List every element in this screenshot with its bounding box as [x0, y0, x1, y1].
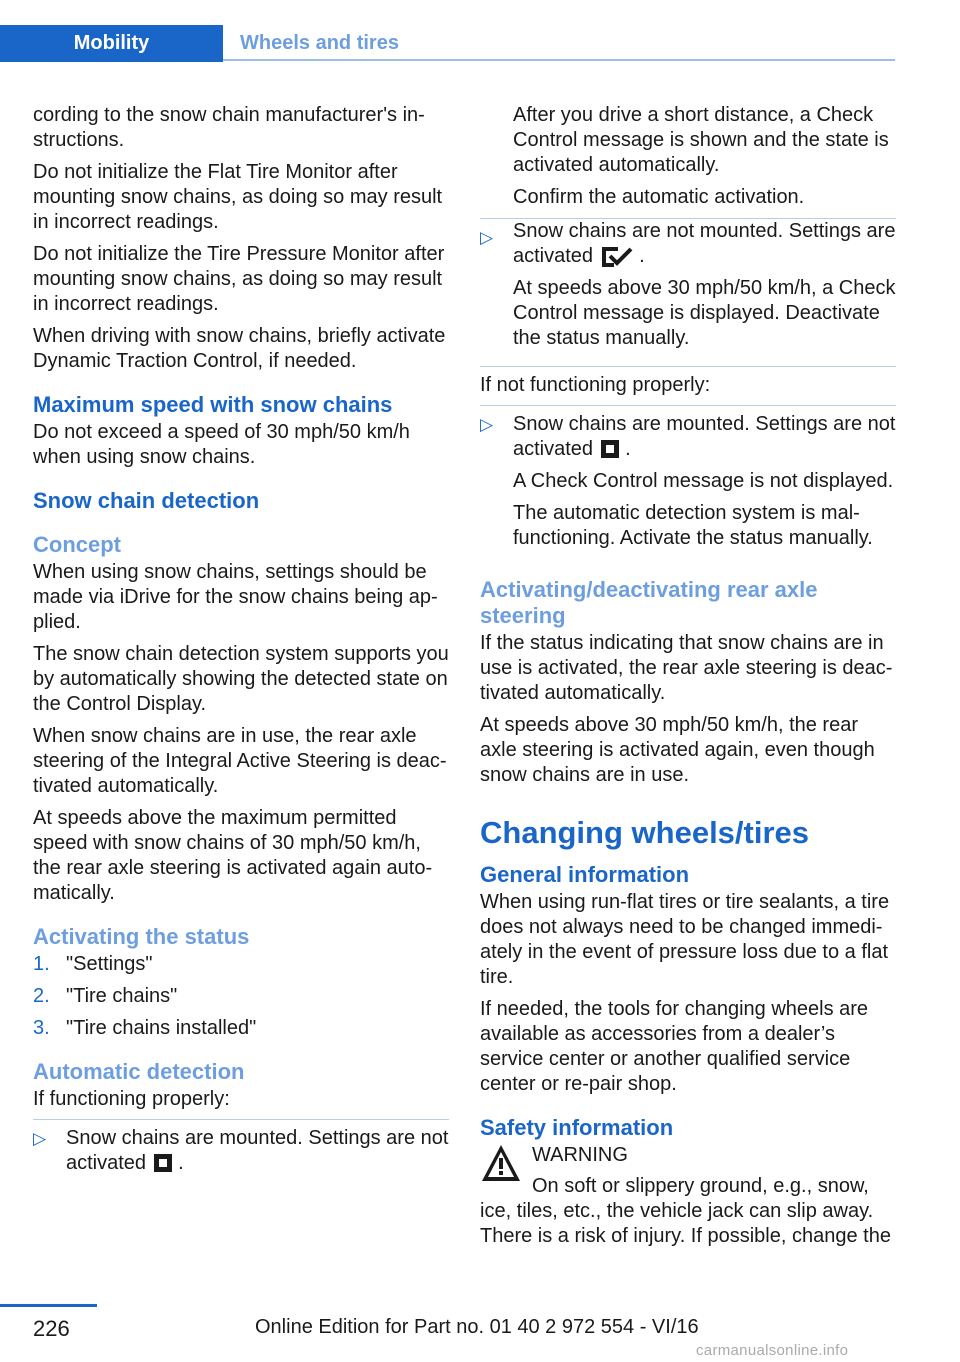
paragraph: The automatic detection system is mal-functioning. Activate the status manually.: [513, 502, 873, 549]
footer-edition: Online Edition for Part no. 01 40 2 972 554 - VI/16: [255, 1316, 699, 1338]
warning-block: [480, 1143, 896, 1249]
left-column: [33, 103, 449, 1191]
heading-changing-wheels: Changing wheels/tires: [480, 815, 810, 850]
bullet-triangle-icon: ▷: [480, 228, 494, 247]
page-header: [0, 25, 895, 62]
heading-activating-status: Activating the status: [33, 924, 250, 949]
paragraph: cording to the snow chain manufacturer's in-structions.: [33, 104, 425, 151]
paragraph: If functioning properly:: [33, 1088, 230, 1110]
heading-automatic-detection: Automatic detection: [33, 1059, 245, 1084]
page-number: 226: [33, 1316, 70, 1341]
bullet-list: [480, 405, 896, 559]
bullet-text-end: .: [625, 438, 631, 460]
watermark: carmanualsonline.info: [696, 1342, 849, 1359]
step-text: "Tire chains": [66, 985, 178, 1007]
bullet-text-end: .: [178, 1152, 184, 1174]
check-icon: [601, 246, 633, 268]
list-item: [33, 1016, 449, 1041]
section-tab-wheels-and-tires: Wheels and tires: [240, 32, 399, 54]
list-item: [33, 1120, 449, 1184]
list-item: [33, 984, 449, 1009]
right-column: [480, 103, 896, 1249]
paragraph: Confirm the automatic activation.: [513, 186, 805, 208]
bullet-list: [33, 1119, 449, 1184]
list-item: [480, 406, 896, 559]
paragraph: After you drive a short distance, a Check Control message is shown and the state is activated automatically.: [513, 104, 889, 176]
section-tab-mobility: Mobility: [0, 25, 223, 62]
bullet-triangle-icon: ▷: [33, 1129, 47, 1148]
step-text: "Tire chains installed": [66, 1017, 257, 1039]
paragraph: If the status indicating that snow chains are in use is activated, the rear axle steering is deac-tivated automatically.: [480, 632, 893, 704]
paragraph: Do not initialize the Flat Tire Monitor after mounting snow chains, as doing so may result in incorrect readings.: [33, 161, 443, 233]
bullet-text: Snow chains are not mounted. Settings are activated: [513, 220, 896, 267]
empty-square-icon: [154, 1154, 172, 1172]
paragraph: The snow chain detection system supports you by automatically showing the detected state on the Control Display.: [33, 643, 449, 715]
list-item: [33, 952, 449, 977]
paragraph: Do not exceed a speed of 30 mph/50 km/h when using snow chains.: [33, 421, 410, 468]
list-item: [480, 103, 896, 219]
step-number: 1.: [33, 953, 50, 975]
bullet-text-end: .: [639, 245, 645, 267]
heading-safety-information: Safety information: [480, 1115, 674, 1140]
paragraph: If needed, the tools for changing wheels are available as accessories from a dealer’s service center or another qualified service center or re-pair shop.: [480, 998, 869, 1095]
list-item: [480, 219, 896, 359]
empty-square-icon: [601, 440, 619, 458]
bullet-list: [480, 103, 896, 359]
paragraph: At speeds above 30 mph/50 km/h, the rear axle steering is activated again, even though snow chains are in use.: [480, 714, 875, 786]
paragraph: Do not initialize the Tire Pressure Monitor after mounting snow chains, as doing so may result in incorrect readings.: [33, 243, 445, 315]
header-rule: [223, 59, 895, 61]
warning-title: WARNING: [532, 1144, 628, 1166]
steps-list: [33, 952, 449, 1041]
warning-triangle-icon: [480, 1143, 522, 1183]
bullet-text: Snow chains are mounted. Settings are not activated: [66, 1127, 449, 1174]
paragraph: A Check Control message is not displayed.: [513, 470, 894, 492]
paragraph: When driving with snow chains, briefly activate Dynamic Traction Control, if needed.: [33, 325, 446, 372]
paragraph: When using snow chains, settings should be made via iDrive for the snow chains being ap-plied.: [33, 561, 438, 633]
heading-rear-axle-steering: Activating/deactivating rear axle steering: [480, 577, 818, 628]
heading-general-information: General information: [480, 862, 690, 887]
heading-snow-chain-detection: Snow chain detection: [33, 488, 260, 513]
paragraph: At speeds above the maximum permitted speed with snow chains of 30 mph/50 km/h, the rear axle steering is activated again auto-matically.: [33, 807, 433, 904]
bullet-triangle-icon: ▷: [480, 415, 494, 434]
paragraph: If not functioning properly:: [480, 366, 896, 398]
footer-rule: [0, 1304, 97, 1307]
warning-text: On soft or slippery ground, e.g., snow, ice, tiles, etc., the vehicle jack can slip away. There is a risk of injury. If possible, change the: [480, 1175, 891, 1247]
paragraph: At speeds above 30 mph/50 km/h, a Check Control message is displayed. Deactivate the status manually.: [513, 277, 896, 349]
paragraph: When using run-flat tires or tire sealants, a tire does not always need to be changed immedi-ately in the event of pressure loss due to a flat tire.: [480, 891, 890, 988]
bullet-text: Snow chains are mounted. Settings are not activated: [513, 413, 896, 460]
step-text: "Settings": [66, 953, 153, 975]
paragraph: When snow chains are in use, the rear axle steering of the Integral Active Steering is deac-tivated automatically.: [33, 725, 447, 797]
step-number: 3.: [33, 1017, 50, 1039]
step-number: 2.: [33, 985, 50, 1007]
heading-max-speed: Maximum speed with snow chains: [33, 392, 393, 417]
heading-concept: Concept: [33, 532, 121, 557]
